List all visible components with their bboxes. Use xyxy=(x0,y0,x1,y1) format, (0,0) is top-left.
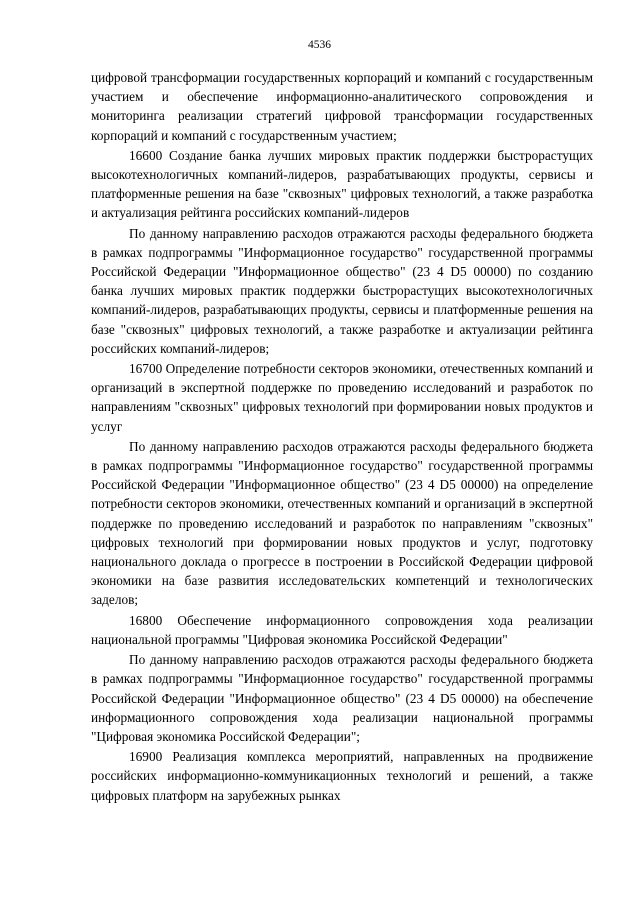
paragraph-16600-description: По данному направлению расходов отражаются расходы федерального бюджета в рамках подпрограммы "Информационное государство" государственной программы Российской Федерации "Информационное общество" (23 4 D5 00000) по созданию банка лучших мировых практик поддержки быстрорастущих высокотехнологичных компаний-лидеров, разрабатывающих продукты, сервисы и платформенные решения на базе "сквозных" цифровых технологий, а также разработке и актуализации рейтинга российских компаний-лидеров; xyxy=(91,225,593,356)
paragraph-16800-heading: 16800 Обеспечение информационного сопровождения хода реализации национальной программы "Цифровая экономика Российской Федерации" xyxy=(91,612,593,647)
paragraph-16900-heading: 16900 Реализация комплекса мероприятий, направленных на продвижение российских информационно-коммуникационных технологий и решений, а также цифровых платформ на зарубежных рынках xyxy=(91,749,593,803)
paragraph-continuation: цифровой трансформации государственных корпораций и компаний с государственным участием и обеспечение информационно-аналитического сопровождения и мониторинга реализации стратегий цифровой трансформации государственных корпораций и компаний с государственным участием; xyxy=(91,70,593,143)
document-body xyxy=(91,68,593,806)
paragraph-16600-heading: 16600 Создание банка лучших мировых практик поддержки быстрорастущих высокотехнологичных компаний-лидеров, разрабатывающих продукты, сервисы и платформенные решения на базе "сквозных" цифровых технологий, а также разработка и актуализация рейтинга российских компаний-лидеров xyxy=(91,147,593,221)
paragraph-16700-heading: 16700 Определение потребности секторов экономики, отечественных компаний и организаций в экспертной поддержке по проведению исследований и разработок по направлениям "сквозных" цифровых технологий при формировании новых продуктов и услуг xyxy=(91,361,593,434)
paragraph-16700-description: По данному направлению расходов отражаются расходы федерального бюджета в рамках подпрограммы "Информационное государство" государственной программы Российской Федерации "Информационное общество" (23 4 D5 00000) на определение потребности секторов экономики, отечественных компаний и организаций в экспертной поддержке по проведению исследований и разработок по направлениям "сквозных" цифровых технологий при формировании новых продуктов и услуг, подготовку национального доклада о прогрессе в построении в Российской Федерации цифровой экономики на базе развития исследовательских компетенций и технологических заделов; xyxy=(91,438,593,608)
page-number: 4536 xyxy=(308,39,331,51)
paragraph-16800-description: По данному направлению расходов отражаются расходы федерального бюджета в рамках подпрограммы "Информационное государство" государственной программы Российской Федерации "Информационное общество" (23 4 D5 00000) на обеспечение информационного сопровождения хода реализации национальной программы "Цифровая экономика Российской Федерации"; xyxy=(91,652,593,744)
